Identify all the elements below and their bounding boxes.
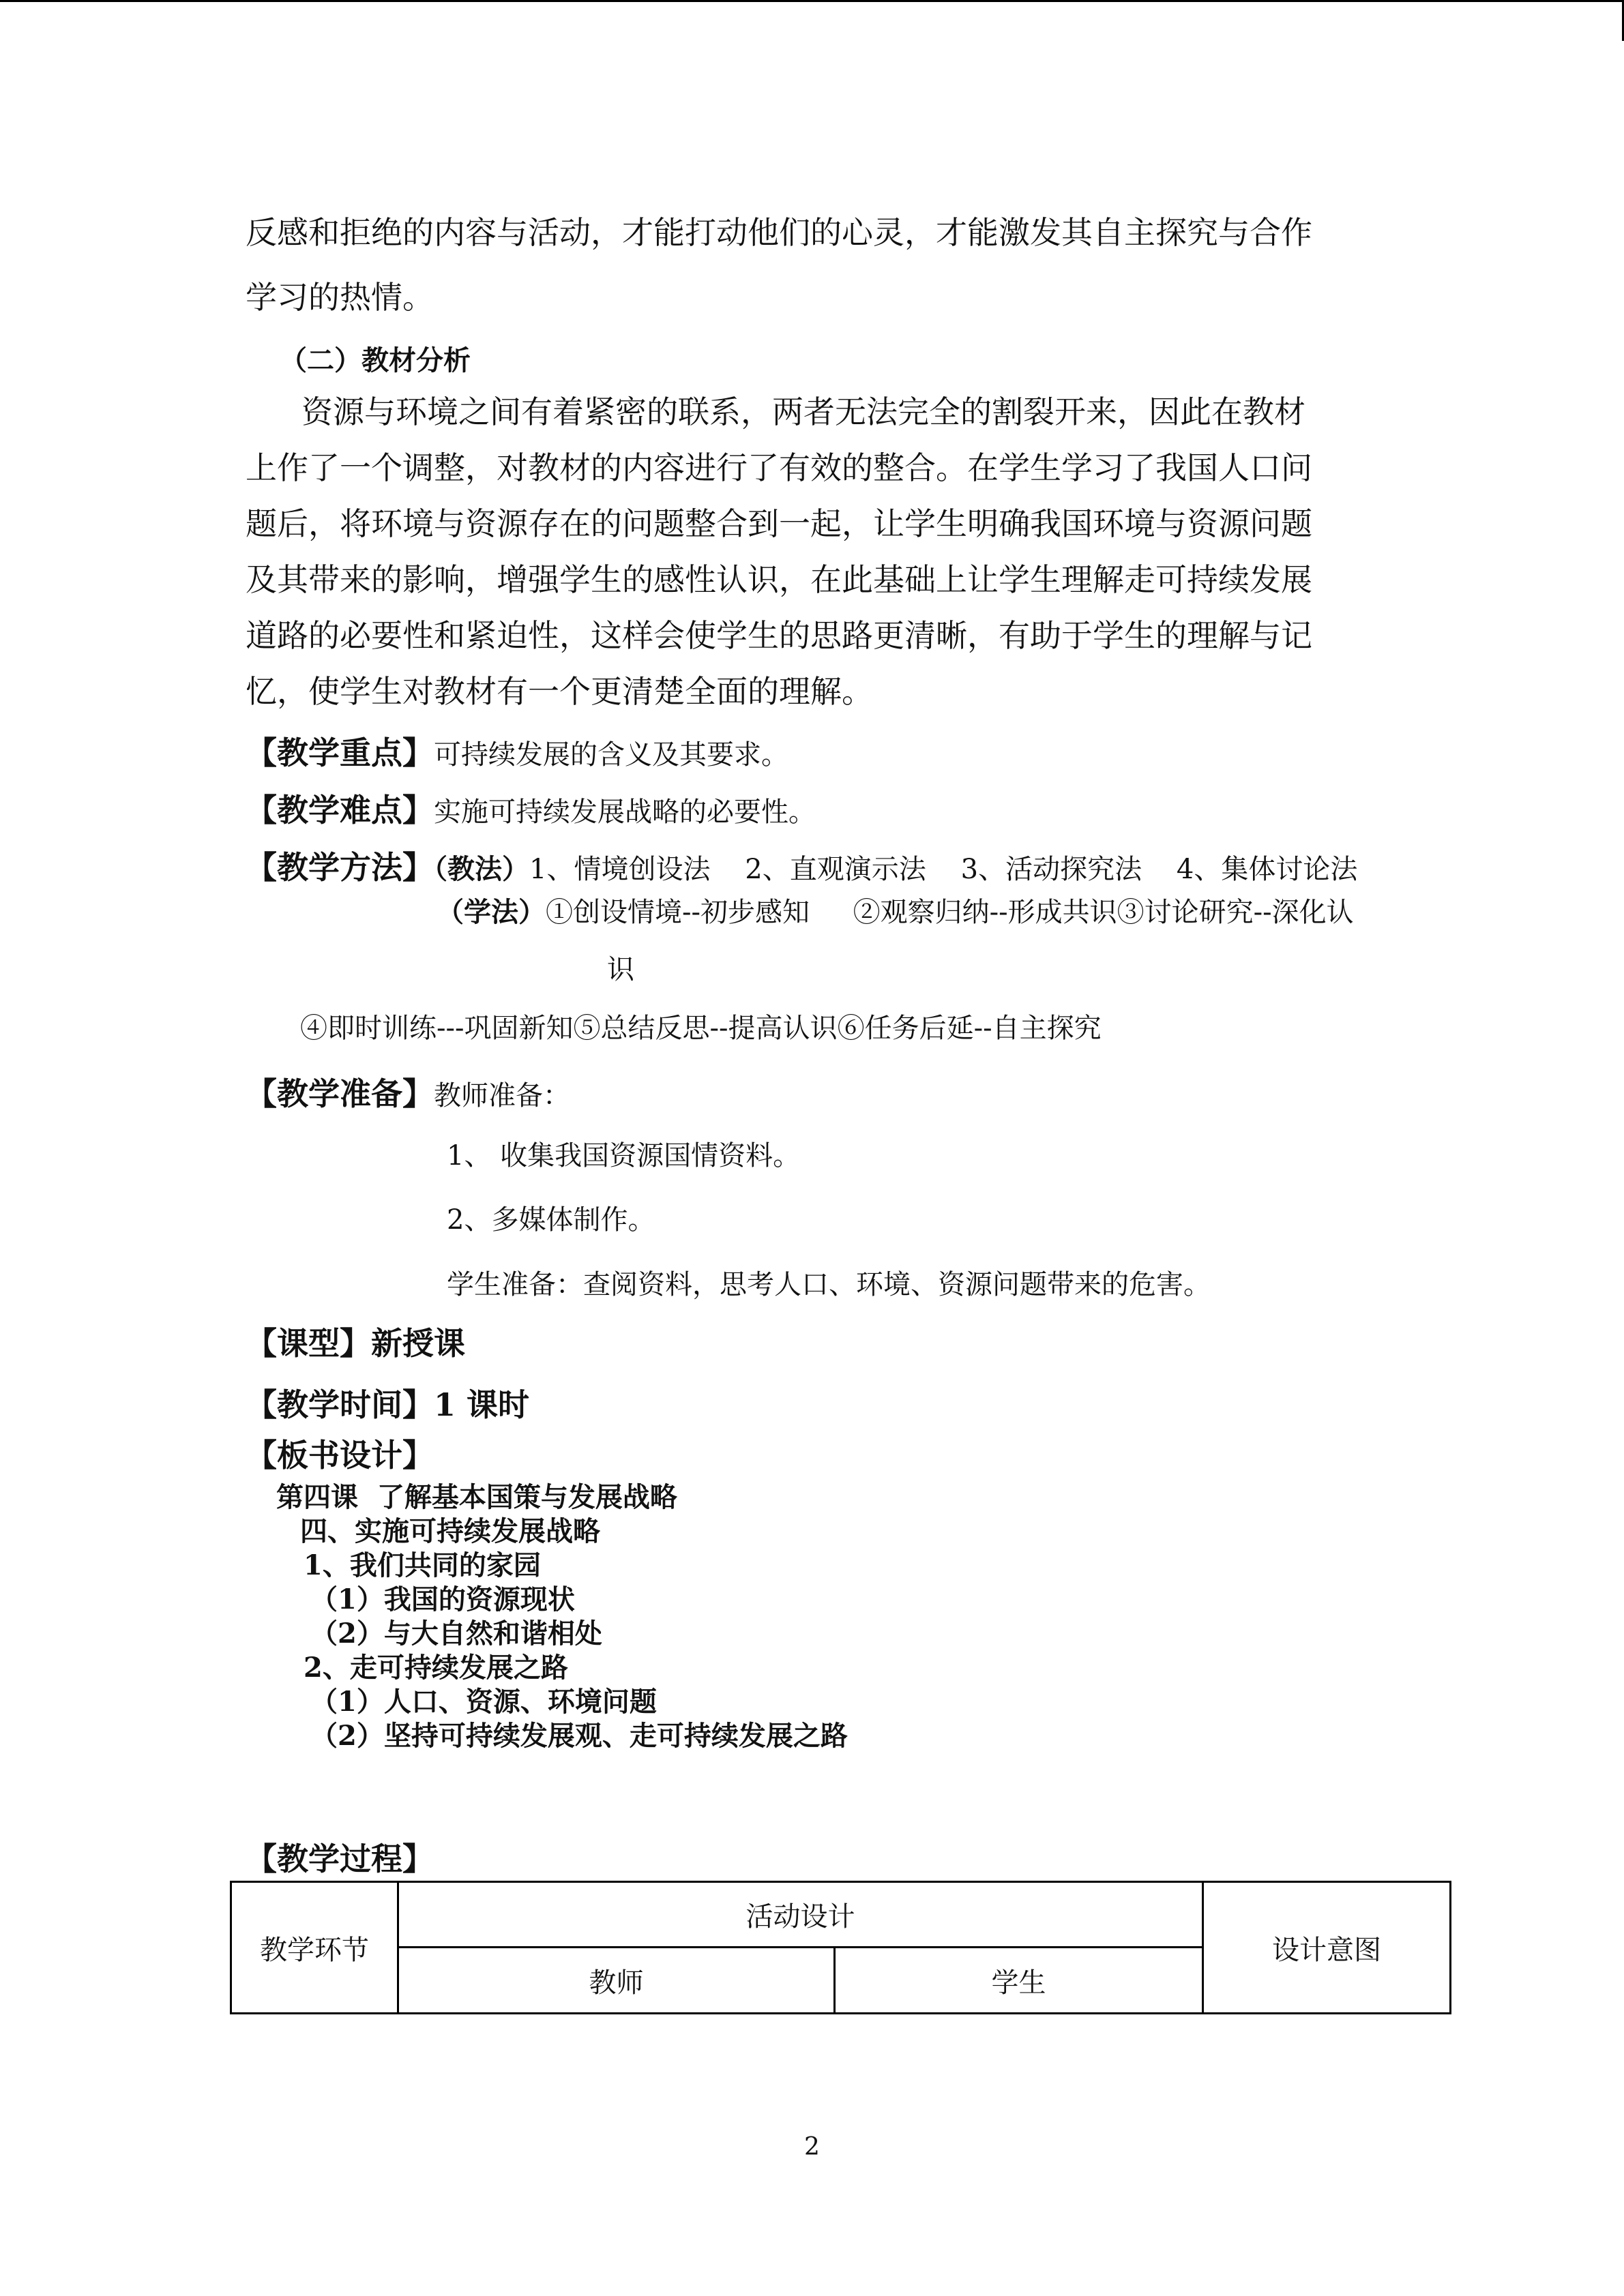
student-preparation: 学生准备：查阅资料，思考人口、环境、资源问题带来的危害。 [447,1269,1211,1300]
learn-methods [437,891,1354,929]
process-label: 【教学过程】 [246,1840,434,1877]
difficulty-label: 【教学难点】 [246,792,434,829]
material-line: 资源与环境之间有着紧密的联系，两者无法完全的割裂开来，因此在教材 [301,393,1305,430]
material-line: 道路的必要性和紧迫性，这样会使学生的思路更清晰，有助于学生的理解与记 [246,617,1312,654]
preparation [246,1069,570,1114]
intro-line-2: 学习的热情。 [246,279,434,316]
learn-method-wrap: 识 [607,954,634,985]
lesson-time [246,1380,529,1425]
process-table [230,1881,1451,2014]
board-line: （2）与大自然和谐相处 [310,1617,602,1650]
difficulty-text: 实施可持续发展战略的必要性。 [434,796,816,828]
lesson-time-label: 【教学时间】 [246,1386,434,1423]
lesson-type-text: 新授课 [371,1325,465,1362]
teach-method-label: （教法） [434,853,529,885]
intro-line-1: 反感和拒绝的内容与活动，才能打动他们的心灵，才能激发其自主探究与合作 [246,214,1312,251]
learn-method-text: ①创设情境--初步感知 ②观察归纳--形成共识③讨论研究--深化认 [546,897,1354,928]
lesson-type-label: 【课型】 [246,1325,371,1362]
lesson-time-text: 1 课时 [434,1386,530,1423]
page-number: 2 [804,2133,820,2161]
lesson-type [246,1319,465,1364]
preparation-item-2: 2、多媒体制作。 [447,1204,655,1236]
board-line: 2、走可持续发展之路 [304,1652,568,1684]
material-heading: （二）教材分析 [280,344,471,376]
key-point-text: 可持续发展的含义及其要求。 [434,739,788,771]
preparation-item-1: 1、 收集我国资源国情资料。 [447,1140,801,1172]
board-line: （2）坚持可持续发展观、走可持续发展之路 [310,1720,848,1752]
material-line: 及其带来的影响，增强学生的感性认识，在此基础上让学生理解走可持续发展 [246,561,1312,598]
header-teacher: 教师 [398,1948,835,2014]
material-line: 题后，将环境与资源存在的问题整合到一起，让学生明确我国环境与资源问题 [246,505,1312,542]
teacher-preparation: 教师准备： [434,1080,570,1112]
board-line: 四、实施可持续发展战略 [300,1515,600,1547]
header-student: 学生 [835,1948,1203,2014]
board-line: 1、我们共同的家园 [304,1549,541,1581]
board-label: 【板书设计】 [246,1437,434,1474]
header-stage: 教学环节 [231,1882,398,2014]
material-line: 上作了一个调整，对教材的内容进行了有效的整合。在学生学习了我国人口问 [246,449,1312,486]
learn-method-label: （学法） [437,896,546,928]
material-line: 忆，使学生对教材有一个更清楚全面的理解。 [246,673,873,710]
methods-label: 【教学方法】 [246,849,434,886]
teach-method-text: 1、情境创设法 2、直观演示法 3、活动探究法 4、集体讨论法 [529,854,1358,885]
board-line: （1）人口、资源、环境问题 [310,1686,657,1718]
top-border [0,0,1624,2]
key-point [246,728,788,773]
methods [246,843,1357,888]
key-point-label: 【教学重点】 [246,734,434,771]
learn-method-line-2: ④即时训练---巩固新知⑤总结反思--提高认识⑥任务后延--自主探究 [300,1013,1102,1044]
header-intent: 设计意图 [1203,1882,1451,2014]
difficulty [246,786,816,831]
board-line: 第四课 了解基本国策与发展战略 [276,1481,677,1513]
board-line: （1）我国的资源现状 [310,1583,575,1615]
preparation-label: 【教学准备】 [246,1075,434,1112]
header-activity: 活动设计 [398,1882,1203,1948]
